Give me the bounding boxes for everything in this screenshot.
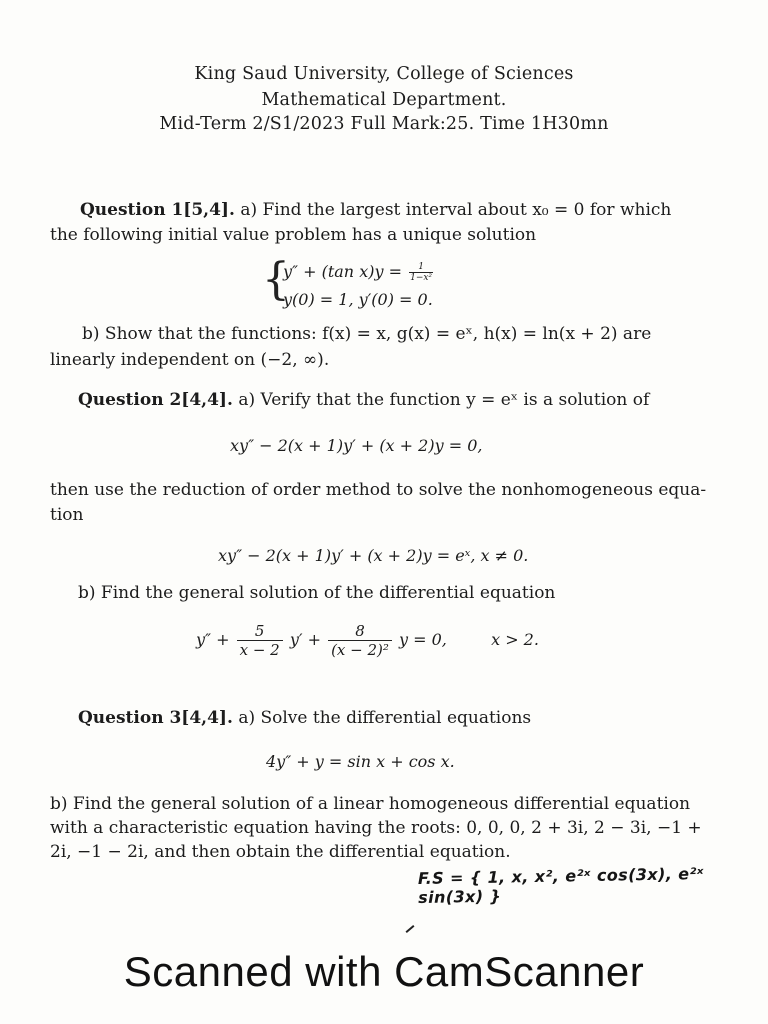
q2-a-text: a) Verify that the function y = eˣ is a solution of (238, 390, 650, 410)
q1-line1 (80, 200, 671, 220)
q3-b-line3: 2i, −1 − 2i, and then obtain the differential equation. (50, 842, 511, 862)
q1-a-text: a) Find the largest interval about x₀ = 0 for which (240, 200, 672, 220)
q1-line2: the following initial value problem has a unique solution (50, 225, 537, 245)
ivp-brace: { (262, 254, 290, 305)
camscanner-watermark: Scanned with CamScanner (123, 948, 645, 995)
q2-equation-2: xy″ − 2(x + 1)y′ + (x + 2)y = eˣ, x ≠ 0. (218, 546, 529, 565)
handwritten-note: F.S = { 1, x, x², e²ˣ cos(3x), e²ˣ sin(3x) } (417, 864, 705, 908)
eq3-fraction-2: $\frac{8}{\text{(x − 2)²}}$ (328, 622, 392, 659)
q1-b-line2: linearly independent on (−2, ∞). (50, 350, 330, 370)
q3-equation-1: 4y″ + y = sin x + cos x. (266, 752, 455, 771)
q3-title: Question 3[4,4]. (78, 708, 233, 728)
header-department: Mathematical Department. (261, 90, 507, 110)
ivp-equation-1: y″ + (tan x)y = $\frac{1}{\text{1−x²}}$ (283, 262, 433, 283)
header-university: King Saud University, College of Sciences (194, 64, 574, 84)
q2-line1 (78, 390, 649, 410)
ivp-equation-2: y(0) = 1, y′(0) = 0. (283, 290, 433, 309)
q3-a-text: a) Solve the differential equations (238, 708, 532, 728)
q3-b-line2: with a characteristic equation having the roots: 0, 0, 0, 2 + 3i, 2 − 3i, −1 + (50, 818, 702, 838)
q1-b-line1: b) Show that the functions: f(x) = x, g(x) = eˣ, h(x) = ln(x + 2) are (82, 324, 652, 344)
q2-a-line2: then use the reduction of order method to solve the nonhomogeneous equa- (50, 480, 707, 500)
q1-title: Question 1[5,4]. (80, 200, 235, 220)
q2-title: Question 2[4,4]. (78, 390, 233, 410)
pen-mark (406, 925, 415, 933)
ivp-fraction: $\frac{1}{\text{1−x²}}$ (410, 262, 433, 283)
q3-b-line1: b) Find the general solution of a linear homogeneous differential equation (50, 794, 691, 814)
q3-line1 (78, 708, 531, 728)
q2-equation-1: xy″ − 2(x + 1)y′ + (x + 2)y = 0, (230, 436, 483, 455)
q2-b-line1: b) Find the general solution of the differential equation (78, 583, 556, 603)
q2-a-line3: tion (50, 505, 84, 525)
header-exam-info: Mid-Term 2/S1/2023 Full Mark:25. Time 1H30mn (159, 114, 609, 134)
q2-equation-3: y″ + $\frac{5}{x - 2}$ y′ + $\frac{8}{\text{(x − 2)²}}$ y = 0, x > 2. (196, 622, 539, 659)
eq3-fraction-1: $\frac{5}{x - 2}$ (237, 622, 283, 659)
